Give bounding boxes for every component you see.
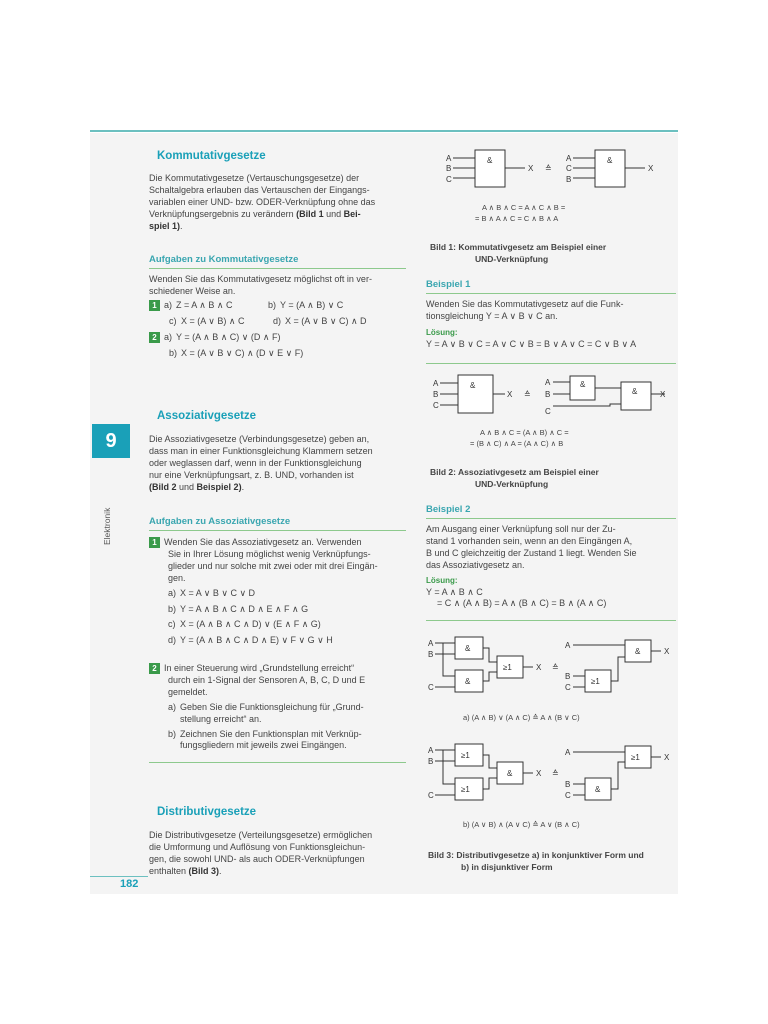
input-label: C [433,401,439,410]
input-label: C [446,175,452,184]
output-label: X [664,647,670,656]
text-line: Geben Sie die Funktionsgleichung für „Grund- [180,701,364,712]
text-line: glieder und nur solche mit zwei oder mit drei Eingän- [168,560,378,571]
item-letter: a) [164,300,173,310]
input-label: A [433,379,439,388]
expression: Z = A ∧ B ∧ C [176,300,233,310]
expression: X = (A ∨ B ∨ C) ∧ (D ∨ E ∨ F) [181,347,304,358]
caption-line: Bild 3: Distributivgesetze a) in konjunktiver Form und [428,850,644,860]
gate-symbol: & [635,647,641,656]
item-letter: a) [164,331,173,342]
text-line: durch ein 1-Signal der Sensoren A, B, C, D und E [168,674,366,685]
bild2-caption [430,466,599,490]
gate-symbol: ≥1 [503,663,512,672]
text-line: oder weglassen darf, wenn in der Funktionsgleichung [149,457,362,468]
heading-rule [426,293,676,294]
equiv-symbol: ≙ [524,390,531,399]
aufgaben-kommutativ-intro [149,274,407,298]
gate-symbol: & [507,769,513,778]
caption-line: UND-Verknüpfung [475,479,549,489]
top-rule [90,130,678,132]
text-line: tionsgleichung Y = A ∨ B ∨ C an. [426,310,558,321]
text-line: Sie in Ihrer Lösung möglichst wenig Verknüpfungs- [168,548,371,559]
input-label: A [565,748,571,757]
text-fragment: und [323,208,344,219]
text-line: variablen einer UND- bzw. ODER-Verknüpfung ohne das [149,196,376,207]
input-label: A [565,641,571,650]
bild3a-eq: a) (A ∧ B) ∨ (A ∧ C) ≙ A ∧ (B ∨ C) [463,713,580,722]
bild2-eq1: A ∧ B ∧ C = (A ∧ B) ∧ C = [480,428,569,437]
gate-symbol: & [470,381,476,390]
task-number-badge: 1 [149,300,160,311]
bild1-eq2: = B ∧ A ∧ C = C ∧ B ∧ A [475,214,559,223]
task-number-badge: 2 [149,332,160,343]
assoziativ-text [149,434,407,494]
solution-label: Lösung: [426,575,458,585]
gate-symbol: & [607,156,613,165]
text-line: fungsgliedern mit jeweils zwei Eingängen. [180,740,347,751]
caption-line: b) in disjunktiver Form [461,862,553,872]
output-label: X [528,164,534,173]
gate-symbol: & [487,156,493,165]
chapter-tab: 9 [92,424,130,458]
text-fragment: . [180,220,183,231]
output-label: X [507,390,513,399]
bottom-rule [90,876,148,877]
output-label: X [536,769,542,778]
item-letter: b) [168,603,177,614]
page-number: 182 [120,878,139,890]
task-number-badge: 1 [149,537,160,548]
bild1-caption [430,241,606,265]
bild2-diagram [425,370,675,420]
item-letter: a) [168,701,177,712]
kommutativ-text [149,173,407,233]
gate-symbol: & [632,387,638,396]
heading-rule [149,268,406,269]
input-label: C [565,683,571,692]
chapter-label: Elektronik [102,507,112,545]
ref-beispiel1-cont: spiel 1) [149,220,181,231]
distributiv-text [149,830,407,878]
input-label: C [566,164,572,173]
caption-line: UND-Verknüpfung [475,254,549,264]
text-line: gen. [168,572,186,583]
input-label: B [565,780,571,789]
text-line: gemeldet. [168,686,208,697]
item-letter: b) [169,347,178,358]
item-letter: b) [268,300,277,310]
input-label: B [433,390,439,399]
bild1-eq1: A ∧ B ∧ C = A ∧ C ∧ B = [482,203,566,212]
heading-rule [149,530,406,531]
input-label: B [428,757,434,766]
expression: Y = (A ∧ B) ∨ C [280,300,344,310]
section-rule [426,363,676,364]
beispiel1-heading: Beispiel 1 [426,279,471,290]
bild2-eq2: = (B ∧ C) ∧ A = (A ∧ C) ∧ B [470,439,564,448]
input-label: B [566,175,572,184]
input-label: C [565,791,571,800]
expression: Y = A ∧ B ∧ C ∧ D ∧ E ∧ F ∧ G [180,603,309,614]
text-line: stellung erreicht“ an. [180,713,262,724]
caption-line: Bild 2: Assoziativgesetz am Beispiel einer [430,467,599,477]
input-label: B [446,164,452,173]
bild3b-eq: b) (A ∨ B) ∧ (A ∨ C) ≙ A ∨ (B ∧ C) [463,820,580,829]
input-label: A [566,154,572,163]
gate-symbol: ≥1 [461,751,470,760]
section-rule [426,620,676,621]
input-label: C [428,791,434,800]
bild3b-diagram [425,740,675,812]
text-fragment: . [219,865,222,876]
input-label: A [428,746,434,755]
output-label: X [648,164,654,173]
text-line: Wenden Sie das Assoziativgesetz an. Verwenden [164,537,362,547]
bild3a-diagram [425,632,675,704]
input-label: A [428,639,434,648]
input-label: C [545,407,551,416]
expression: X = (A ∨ B ∨ C) ∧ D [285,315,367,326]
text-fragment: und [176,481,197,492]
text-line: Am Ausgang einer Verknüpfung soll nur der Zu- [426,524,616,534]
aufgabe-assoziativ-1 [149,537,407,647]
text-line: Wenden Sie das Kommutativgesetz möglichst oft in ver- [149,274,372,284]
gate-symbol: ≥1 [591,677,600,686]
input-label: C [428,683,434,692]
expression: Y = (A ∧ B ∧ C ∧ D ∧ E) ∨ F ∨ G ∨ H [180,635,333,646]
text-line: Die Assoziativgesetze (Verbindungsgesetze) geben an, [149,434,370,444]
text-line: das Assoziativgesetz an. [426,559,525,570]
text-line: dass man in einer Funktionsgleichung Klammern setzen [149,445,373,456]
ref-beispiel2: Beispiel 2) [196,481,242,492]
gate-symbol: & [465,644,471,653]
caption-line: Bild 1: Kommutativgesetz am Beispiel einer [430,242,607,252]
equiv-symbol: ≙ [552,769,559,778]
aufgaben-assoziativ-heading: Aufgaben zu Assoziativgesetze [149,516,291,527]
aufgabe-assoziativ-2 [149,663,407,752]
solution-equation: = C ∧ (A ∧ B) = A ∧ (B ∧ C) = B ∧ (A ∧ C) [437,598,607,609]
gate-symbol: & [595,785,601,794]
equiv-symbol: ≙ [545,164,552,173]
input-label: A [545,378,551,387]
text-line: Zeichnen Sie den Funktionsplan mit Verknüp- [180,728,362,739]
text-line: Wenden Sie das Kommutativgesetz auf die Funk- [426,299,624,309]
output-label: X [660,390,666,399]
ref-bild2: (Bild 2 [149,481,177,492]
gate-symbol: ≥1 [461,785,470,794]
equiv-symbol: ≙ [552,663,559,672]
item-letter: a) [168,587,177,598]
bild3-caption [428,849,644,873]
input-label: B [545,390,551,399]
item-letter: b) [168,728,177,739]
output-label: X [536,663,542,672]
solution-equation: Y = A ∧ B ∧ C [426,586,483,597]
input-label: B [565,672,571,681]
text-line: Verknüpfungsergebnis zu verändern [149,208,297,219]
ref-beispiel1: Bei- [343,208,361,219]
item-letter: c) [169,315,177,326]
text-line: Schaltalgebra erlauben das Vertauschen der Eingangs- [149,184,370,195]
beispiel2-text [426,524,678,610]
gate-symbol: ≥1 [631,753,640,762]
text-fragment: . [241,481,245,492]
heading-rule [426,518,676,519]
gate-symbol: & [465,677,471,686]
gate-symbol: & [580,380,586,389]
solution-label: Lösung: [426,327,458,337]
ref-bild1: (Bild 1 [296,208,324,219]
aufgabe-1-list [149,300,407,360]
aufgaben-kommutativ-heading: Aufgaben zu Kommutativgesetze [149,254,299,265]
text-line: nur eine Verknüpfungsart, z. B. UND, vorhanden ist [149,469,354,480]
solution-equation: Y = A ∨ B ∨ C = A ∨ C ∨ B = B ∨ A ∨ C = C ∨ B ∨ A [426,338,637,349]
text-line: Die Distributivgesetze (Verteilungsgesetze) ermöglichen [149,830,373,840]
beispiel1-text [426,299,678,351]
text-line: enthalten [149,865,189,876]
assoziativ-heading: Assoziativgesetze [157,410,257,422]
ref-bild3: (Bild 3) [188,865,220,876]
output-label: X [664,753,670,762]
and-gate [458,375,493,413]
text-line: gen, die sowohl UND- als auch ODER-Verknüpfungen [149,853,365,864]
item-letter: d) [168,635,177,646]
expression: X = (A ∧ B ∧ C ∧ D) ∨ (E ∧ F ∧ G) [180,619,321,630]
text-line: B und C gleichzeitig der Zustand 1 liegt. Wenden Sie [426,547,637,558]
distributiv-heading: Distributivgesetze [157,806,257,818]
input-label: A [446,154,452,163]
section-rule [149,762,406,763]
kommutativ-heading: Kommutativgesetze [157,150,266,162]
expression: X = A ∨ B ∨ C ∨ D [180,587,256,598]
item-letter: d) [273,315,282,326]
bild1-diagram [425,145,675,225]
text-line: In einer Steuerung wird „Grundstellung erreicht“ [164,663,355,673]
expression: X = (A ∨ B) ∧ C [181,315,245,326]
item-letter: c) [168,619,176,630]
expression: Y = (A ∧ B ∧ C) ∨ (D ∧ F) [176,331,281,342]
text-line: stand 1 vorhanden sein, wenn an den Eingängen A, [426,535,633,546]
input-label: B [428,650,434,659]
text-line: schiedener Weise an. [149,285,236,296]
beispiel2-heading: Beispiel 2 [426,504,471,515]
text-line: die Umformung und Auflösung von Funktionsgleichun- [149,841,366,852]
task-number-badge: 2 [149,663,160,674]
text-line: Die Kommutativgesetze (Vertauschungsgesetze) der [149,173,360,183]
